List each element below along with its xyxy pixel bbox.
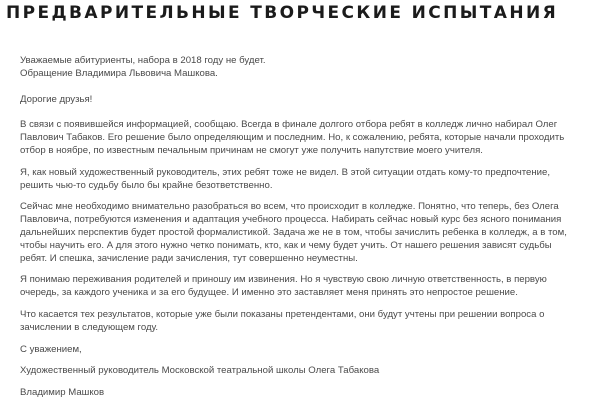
signature-name [20, 387, 596, 400]
page-heading: ПРЕДВАРИТЕЛЬНЫЕ ТВОРЧЕСКИЕ ИСПЫТАНИЯ [6, 3, 559, 23]
intro-address-title: Обращение Владимира Львовича Машкова. [20, 67, 218, 79]
greeting-text: Дорогие друзья! [20, 93, 93, 105]
paragraph-5 [20, 309, 596, 335]
paragraph-line: В связи с появившейся информацией, сообщаю. Всегда в финале долгого отбора ребят в колледж лично набирал Олег [20, 119, 558, 131]
paragraph-3 [20, 201, 596, 265]
paragraph-line: очередь, за каждого ученика и за его будущее. И именно это заставляет меня принять это непростое решение. [20, 287, 518, 299]
paragraph-line: Павлович Табаков. Его решение было определяющим и последним. Но, к сожалению, ребята, которые начали проходить [20, 132, 565, 144]
greeting [20, 94, 596, 107]
closing [20, 344, 596, 357]
letter-body [20, 55, 596, 400]
paragraph-line: ребят. И спешка, зачисление ради зачисления, тут совершенно неуместны. [20, 252, 358, 264]
signature-name-text: Владимир Машков [20, 387, 105, 399]
paragraph-1 [20, 119, 596, 157]
signature-title [20, 365, 596, 378]
paragraph-line: решить чью-то судьбу было бы крайне безответственно. [20, 179, 273, 191]
paragraph-line: Сейчас мне необходимо внимательно разобраться во всем, что происходит в колледже. Понятно, что теперь, без Олега [20, 201, 559, 213]
paragraph-4 [20, 274, 596, 300]
paragraph-line: Павловича, потребуются изменения и адаптация учебного процесса. Набирать сейчас новый курс без ясного понимания [20, 214, 562, 226]
paragraph-line: отбор в ноябре, по известным печальным причинам не смогут уже получить напутствие моего учителя. [20, 144, 483, 156]
paragraph-line: зачислении в следующем году. [20, 321, 159, 333]
paragraph-2 [20, 167, 596, 193]
paragraph-line: чтобы научить его. А для этого нужно четко понимать, кто, как и чему будет учить. От нашего решения зависят судьбы [20, 239, 552, 251]
intro-block [20, 55, 596, 81]
intro-announcement: Уважаемые абитуриенты, набора в 2018 году не будет. [20, 55, 266, 66]
closing-text: С уважением, [20, 343, 82, 355]
paragraph-line: Я понимаю переживания родителей и приношу им извинения. Но я чувствую свою личную ответственность, в первую [20, 274, 547, 286]
paragraph-line: Что касается тех результатов, которые уже были показаны претендентами, они будут учтены при решении вопроса о [20, 308, 545, 320]
paragraph-line: Я, как новый художественный руководитель, этих ребят тоже не видел. В этой ситуации отдать кому-то предпочтение, [20, 166, 551, 178]
signature-title-text: Художественный руководитель Московской театральной школы Олега Табакова [20, 365, 380, 377]
paragraph-line: дальнейших перспектив будет простой формалистикой. Задача же не в том, чтобы зачислить ребенка в колледж, а в том, [20, 226, 567, 238]
